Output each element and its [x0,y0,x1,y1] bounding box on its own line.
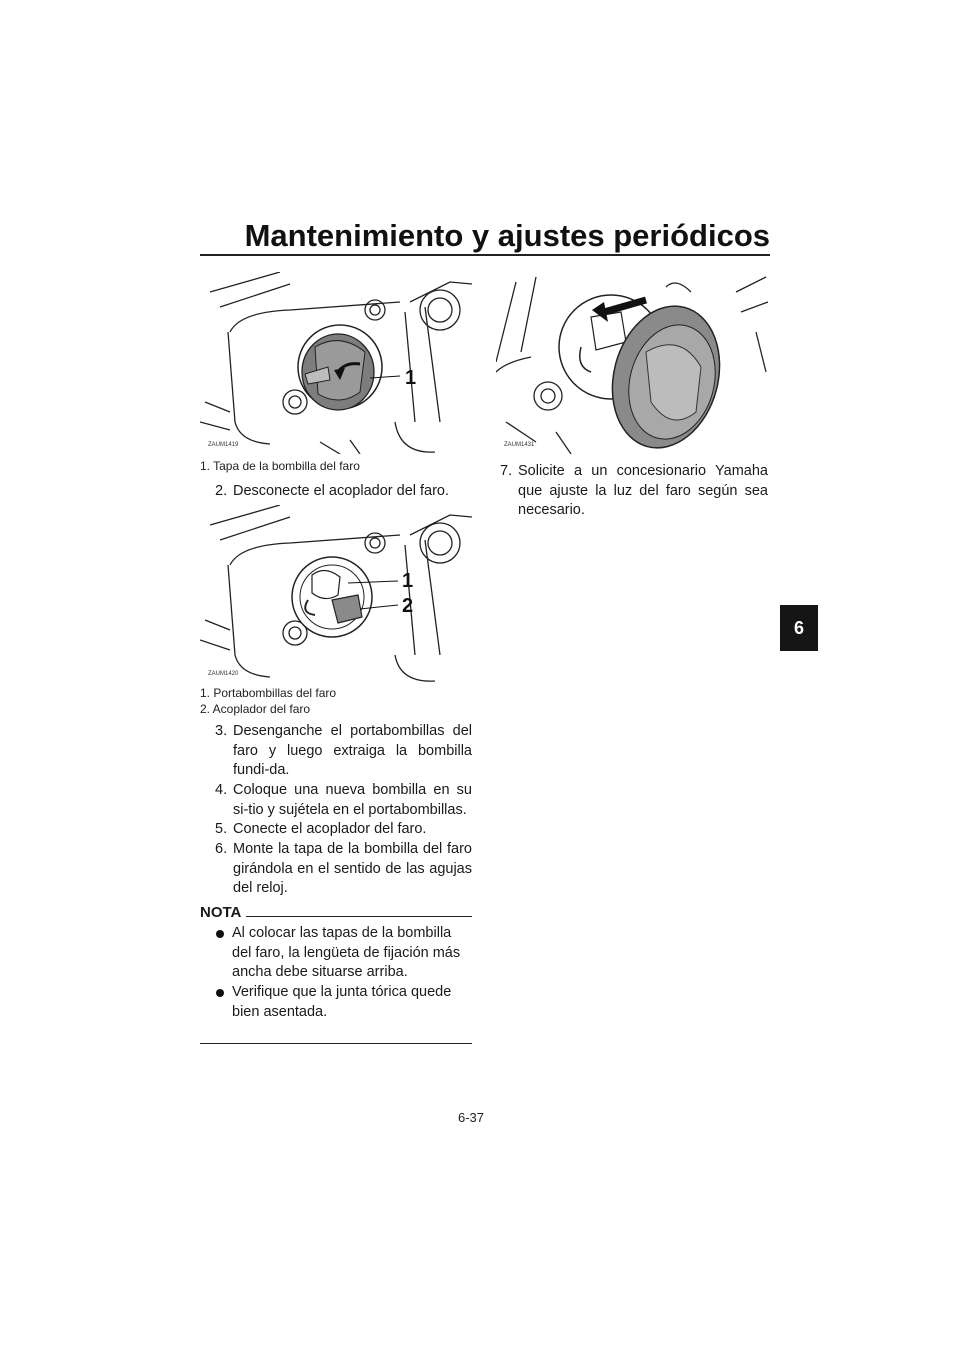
header-rule [200,254,770,256]
step-text: Monte la tapa de la bombilla del faro girándola en el sentido de las agujas del reloj. [233,841,472,896]
step-number: 4. [215,782,228,798]
page-title: Mantenimiento y ajustes periódicos [244,218,770,253]
callout-2: 2 [402,595,414,617]
step-number: 2. [215,483,228,499]
figure-code: ZAUM1419 [208,442,239,448]
figure-headlight-removed [496,272,768,454]
page-number: 6-37 [458,1110,485,1125]
step-number: 7. [500,463,513,479]
step-item [500,462,768,521]
note-item [216,983,472,1022]
bullet-icon [216,989,224,997]
headlight-removed-illustration [496,272,768,454]
callout-1: 1 [402,570,414,592]
figure-caption [200,458,360,474]
step-number: 5. [215,821,228,837]
step-number: 6. [215,841,228,857]
caption-item: 2. Acoplador del faro [200,702,311,716]
note-item [216,924,472,983]
step-text: Coloque una nueva bombilla en su si-tio y sujétela en el portabombillas. [233,782,472,818]
note-text: Al colocar las tapas de la bombilla del faro, la lengüeta de fijación más ancha debe situarse arriba. [232,925,461,980]
figure-code: ZAUM1420 [208,671,239,677]
step-text: Desenganche el portabombillas del faro y luego extraiga la bombilla fundi-da. [233,723,472,778]
note-end-rule [200,1043,472,1044]
caption-item: 1. Portabombillas del faro [200,686,337,700]
callout-1: 1 [405,367,417,389]
step-item [215,781,472,820]
step-text: Desconecte el acoplador del faro. [233,483,450,499]
chapter-tab: 6 [780,605,818,651]
step-number: 3. [215,723,228,739]
step-item [215,482,472,502]
figure-bulb-holder [200,505,472,683]
step-item [215,820,472,840]
headlight-cover-illustration [200,272,472,454]
caption-item: 1. Tapa de la bombilla del faro [200,459,360,473]
step-text: Conecte el acoplador del faro. [233,821,427,837]
bulb-holder-illustration [200,505,472,683]
figure-code: ZAUM1431 [504,442,535,448]
figure-caption [200,685,336,717]
step-item [215,840,472,899]
bullet-icon [216,930,224,938]
step-item [215,722,472,781]
step-text: Solicite a un concesionario Yamaha que ajuste la luz del faro según sea necesario. [518,463,768,518]
note-text: Verifique que la junta tórica quede bien asentada. [232,984,452,1020]
figure-headlight-cover [200,272,472,454]
note-rule [246,916,472,917]
note-heading: NOTA [200,904,242,921]
